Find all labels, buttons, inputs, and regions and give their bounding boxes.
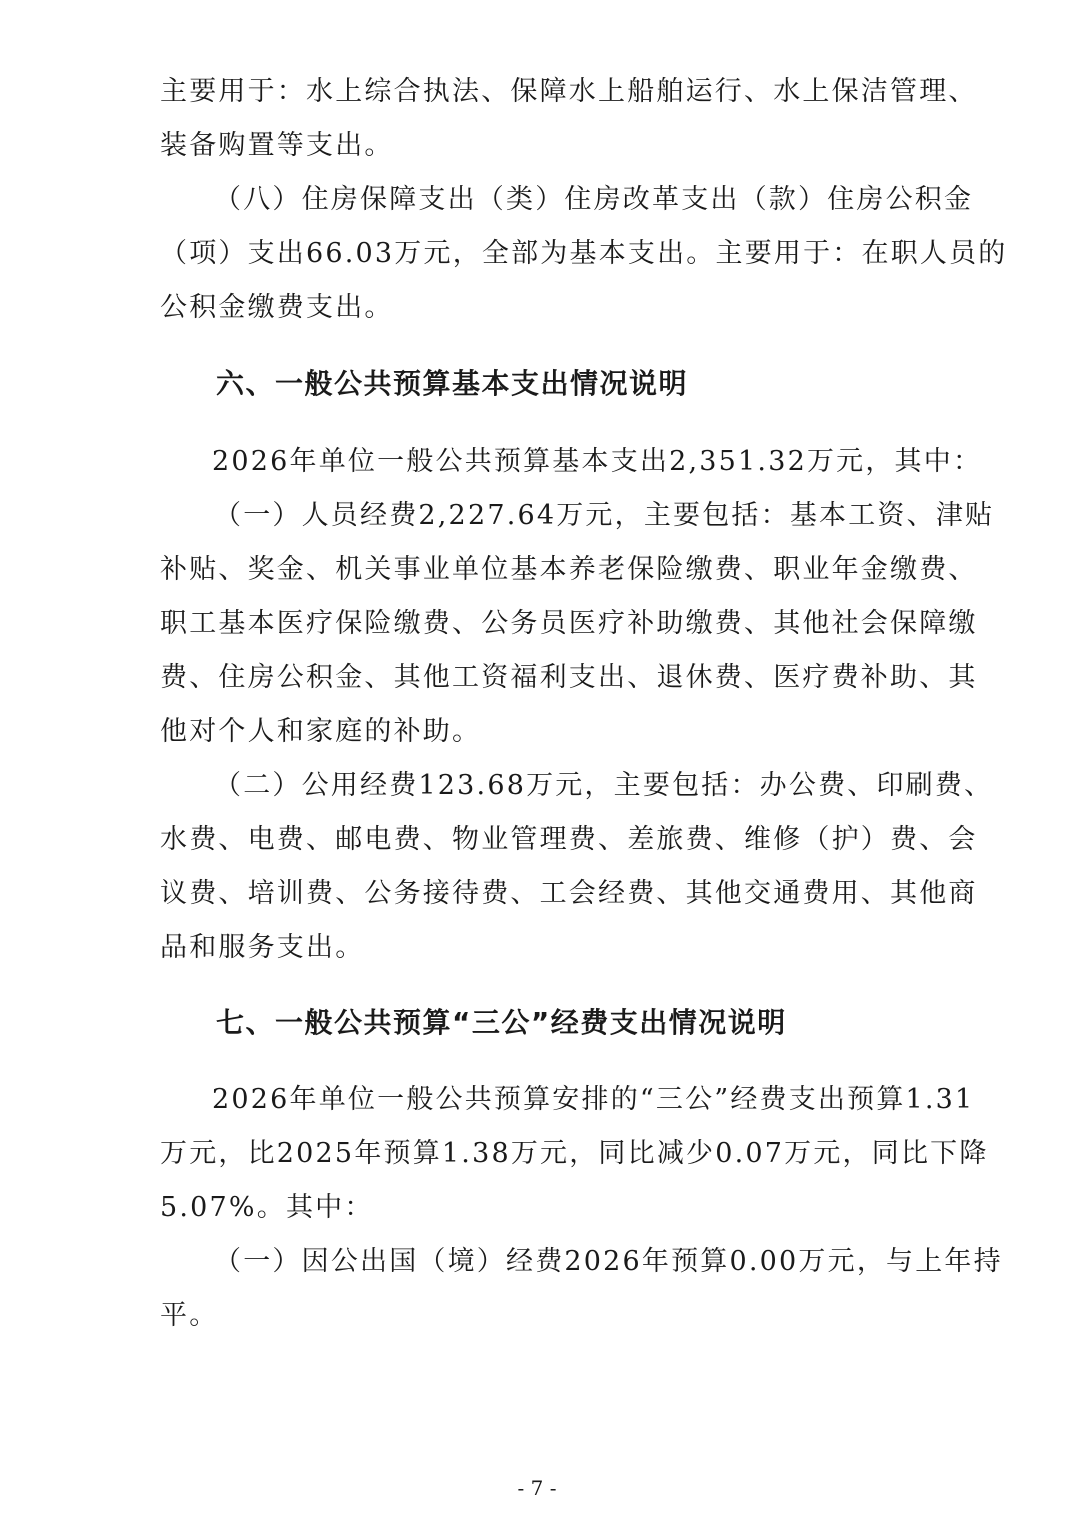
- paragraph-line: （一）人员经费2,227.64万元，主要包括：基本工资、津贴: [214, 500, 995, 531]
- paragraph-line: 5.07%。其中：: [160, 1192, 374, 1223]
- paragraph-line: （二）公用经费123.68万元，主要包括：办公费、印刷费、: [214, 770, 994, 801]
- paragraph-line: 2026年单位一般公共预算安排的“三公”经费支出预算1.31: [212, 1084, 975, 1115]
- paragraph-line: 职工基本医疗保险缴费、公务员医疗补助缴费、其他社会保障缴: [160, 608, 978, 639]
- paragraph-line: 装备购置等支出。: [160, 130, 394, 161]
- paragraph-line: 议费、培训费、公务接待费、工会经费、其他交通费用、其他商: [160, 878, 978, 909]
- paragraph-line: 水费、电费、邮电费、物业管理费、差旅费、维修（护）费、会: [160, 824, 978, 855]
- paragraph-line: 2026年单位一般公共预算基本支出2,351.32万元，其中：: [212, 446, 983, 477]
- paragraph-line: （项）支出66.03万元，全部为基本支出。主要用于：在职人员的: [160, 238, 1008, 269]
- paragraph-line: 公积金缴费支出。: [160, 292, 394, 323]
- paragraph-line: 补贴、奖金、机关事业单位基本养老保险缴费、职业年金缴费、: [160, 554, 978, 585]
- section-heading-6: 六、一般公共预算基本支出情况说明: [216, 367, 689, 400]
- page-number: - 7 -: [517, 1476, 557, 1500]
- paragraph-line: （八）住房保障支出（类）住房改革支出（款）住房公积金: [214, 184, 974, 215]
- section-heading-7: 七、一般公共预算“三公”经费支出情况说明: [216, 1006, 787, 1039]
- paragraph-line: 费、住房公积金、其他工资福利支出、退休费、医疗费补助、其: [160, 662, 978, 693]
- paragraph-line: 万元，比2025年预算1.38万元，同比减少0.07万元，同比下降: [160, 1138, 989, 1169]
- paragraph-line: 平。: [160, 1300, 219, 1331]
- paragraph-line: 主要用于：水上综合执法、保障水上船舶运行、水上保洁管理、: [160, 76, 978, 107]
- paragraph-line: 品和服务支出。: [160, 932, 365, 963]
- paragraph-line: （一）因公出国（境）经费2026年预算0.00万元，与上年持: [214, 1246, 1003, 1277]
- paragraph-line: 他对个人和家庭的补助。: [160, 716, 482, 747]
